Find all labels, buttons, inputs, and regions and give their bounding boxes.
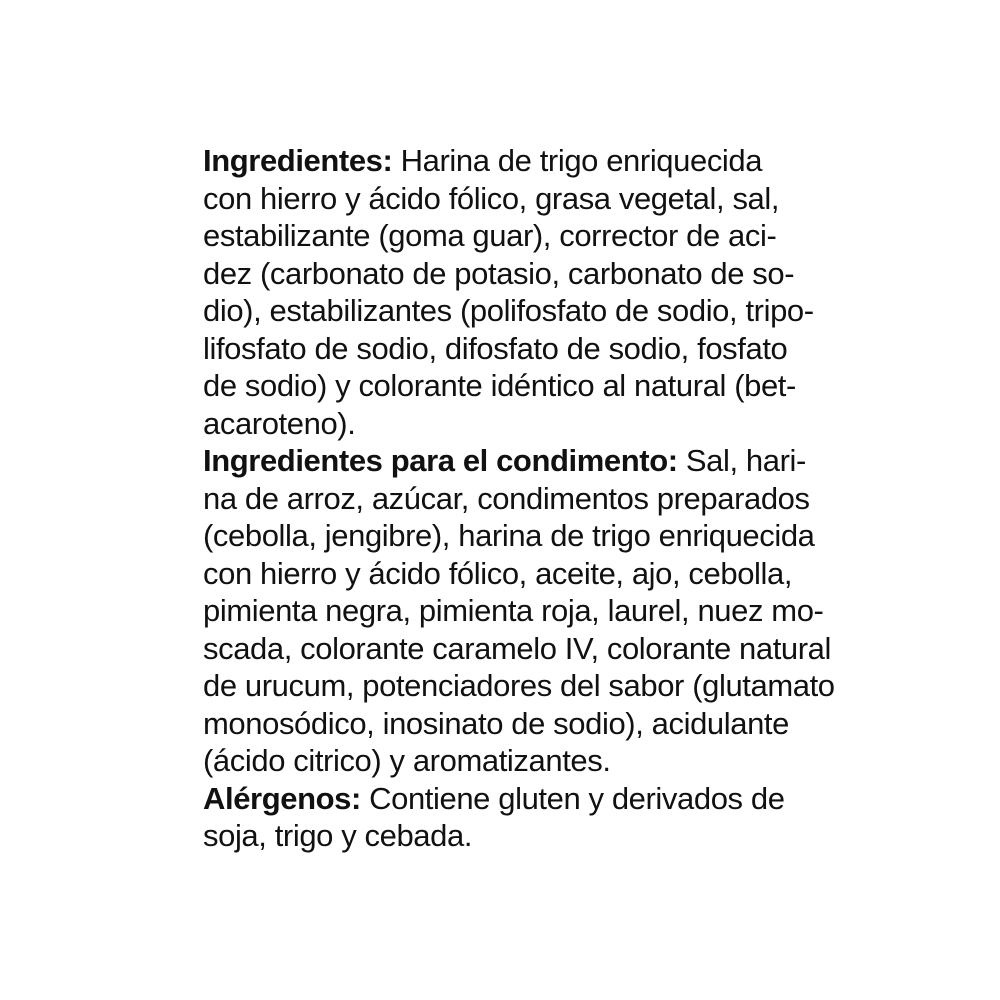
ingredients-line: lifosfato de sodio, difosfato de sodio, fosfato [203, 330, 788, 366]
ingredients-line: dez (carbonato de potasio, carbonato de so- [203, 255, 795, 291]
seasoning-heading: Ingredientes para el condimento: [203, 443, 678, 478]
seasoning-line: na de arroz, azúcar, condimentos preparados [203, 480, 810, 516]
ingredients-line: dio), estabilizantes (polifosfato de sodio, tripo- [203, 293, 814, 328]
ingredients-label [203, 142, 835, 855]
seasoning-line: scada, colorante caramelo IV, colorante natural [203, 630, 831, 666]
allergens-text: Contiene gluten y derivados de [360, 780, 785, 816]
seasoning-line [203, 442, 806, 480]
ingredients-heading: Ingredientes: [203, 143, 393, 178]
allergens-heading: Alérgenos: [203, 780, 361, 816]
ingredients-line: acaroteno). [203, 405, 356, 441]
seasoning-line: de urucum, potenciadores del sabor (glutamato [203, 668, 835, 703]
seasoning-line: monosódico, inosinato de sodio), acidulante [203, 705, 789, 741]
seasoning-line: pimienta negra, pimienta roja, laurel, nuez mo- [203, 593, 824, 628]
seasoning-line: (ácido citrico) y aromatizantes. [203, 743, 611, 778]
seasoning-line: (cebolla, jengibre), harina de trigo enriquecida [203, 518, 815, 553]
allergens-line [203, 780, 803, 818]
ingredients-text: Harina de trigo enriquecida [392, 143, 763, 178]
ingredients-line [203, 142, 803, 180]
ingredients-line: estabilizante (goma guar), corrector de aci- [203, 218, 777, 253]
seasoning-line: con hierro y ácido fólico, aceite, ajo, cebolla, [203, 555, 793, 591]
allergens-line: soja, trigo y cebada. [203, 818, 473, 853]
seasoning-text: Sal, hari- [677, 443, 806, 478]
ingredients-line: con hierro y ácido fólico, grasa vegetal, sal, [203, 180, 780, 216]
ingredients-line: de sodio) y colorante idéntico al natural (bet- [203, 368, 796, 403]
